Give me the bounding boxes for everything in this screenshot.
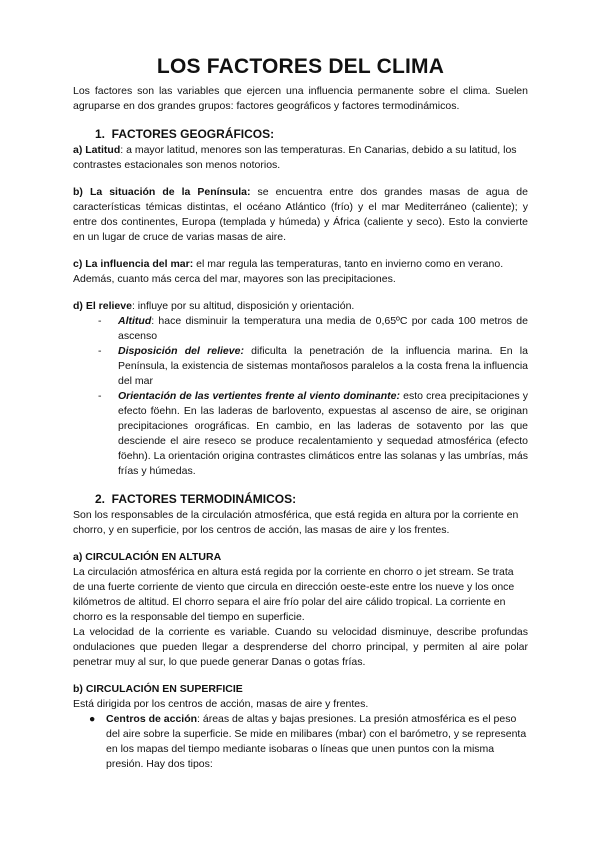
list-item-centros-accion [87, 712, 528, 772]
text-orientacion: esto crea precipitaciones y efecto föehn. En las laderas de barlovento, expuestas al ascenso de aire, se originan precipitaciones orográficas. En cambio, en las laderas de sotavento por las que desciende el aire reseco se produce recalentamiento y sequedad atmosférica (efecto föehn). La orientación origina contrastes climáticos entre las solanas y las umbrías, más frías y húmedas. [118, 390, 528, 477]
term-centros-accion: Centros de acción [106, 713, 198, 725]
bullet-dot: ● [89, 713, 96, 725]
text-centros-accion: : áreas de altas y bajas presiones. La presión atmosférica es el peso del aire sobre la superficie. Se mide en milibares (mbar) con el barómetro, y se representa en los mapas del tiempo mediante isobaras o líneas que unen puntos con la misma presión. Hay dos tipos: [106, 713, 527, 770]
paragraph-latitud [73, 143, 528, 173]
text-altitud: : hace disminuir la temperatura una media de 0,65ºC por cada 100 metros de ascenso [118, 315, 528, 342]
term-latitud: a) Latitud [73, 144, 121, 156]
dash-bullet: - [98, 390, 102, 402]
term-influencia-mar: c) La influencia del mar: [73, 258, 194, 270]
superficie-list [73, 712, 528, 772]
paragraph-influencia-mar [73, 257, 528, 287]
dash-bullet: - [98, 345, 102, 357]
text-disposicion: dificulta la penetración de la influencia marina. En la Península, la existencia de sistemas montañosos paralelos a la costa frena la influencia del mar [118, 345, 528, 387]
subheading-circulacion-superficie: b) CIRCULACIÓN EN SUPERFICIE [73, 683, 243, 695]
text-latitud: : a mayor latitud, menores son las temperaturas. En Canarias, debido a su latitud, los contrastes estacionales son menos notorios. [73, 144, 517, 171]
paragraph-relieve [73, 299, 528, 314]
text-relieve: : influye por su altitud, disposición y orientación. [131, 300, 355, 312]
term-altitud: Altitud [118, 315, 152, 327]
text-influencia-mar: el mar regula las temperaturas, tanto en invierno como en verano. Además, cuanto más cerca del mar, mayores son las precipitaciones. [73, 258, 504, 285]
term-relieve: d) El relieve [73, 300, 132, 312]
paragraph-termodinamicos-intro: Son los responsables de la circulación atmosférica, que está regida en altura por la corriente en chorro, y en superficie, por los centros de acción, las masas de aire y los frentes. [73, 509, 519, 536]
list-item-orientacion [98, 389, 528, 479]
list-item-altitud [98, 314, 528, 344]
intro-paragraph: Los factores son las variables que ejercen una influencia permanente sobre el clima. Suelen agruparse en dos grandes grupos: factores geográficos y factores termodinámicos. [73, 85, 528, 112]
paragraph-altura-2: La velocidad de la corriente es variable. Cuando su velocidad disminuye, describe profundas ondulaciones que pueden llegar a desprenderse del chorro principal, y permiten al aire polar penetrar muy al sur, lo que puede generar Danas o gotas frías. [73, 626, 528, 668]
paragraph-superficie-intro: Está dirigida por los centros de acción, masas de aire y frentes. [73, 698, 369, 710]
relieve-list [73, 314, 528, 479]
term-disposicion: Disposición del relieve: [118, 345, 244, 357]
section-heading-termodinamicos: 2. FACTORES TERMODINÁMICOS: [95, 492, 297, 506]
paragraph-altura-1: La circulación atmosférica en altura está regida por la corriente en chorro o jet stream. Se trata de una fuerte corriente de viento que circula en dirección oeste-este entre los nueve y los once kilómetros de altitud. El chorro separa el aire frío polar del aire cálido tropical. La corriente en chorro es la responsable del tiempo en superficie. [73, 566, 515, 623]
paragraph-situacion [73, 185, 528, 245]
page-title: LOS FACTORES DEL CLIMA [156, 55, 445, 78]
section-heading-geograficos: 1. FACTORES GEOGRÁFICOS: [95, 127, 275, 141]
dash-bullet: - [98, 315, 102, 327]
subheading-circulacion-altura: a) CIRCULACIÓN EN ALTURA [73, 551, 222, 563]
document-page [73, 54, 528, 772]
list-item-disposicion [98, 344, 528, 389]
text-situacion: se encuentra entre dos grandes masas de agua de características témicas distintas, el océano Atlántico (frío) y el mar Mediterráneo (caliente); y entre dos continentes, Europa (templada y húmeda) y África (caliente y seco). Esto la convierte en un lugar de cruce de varias masas de aire. [73, 186, 528, 243]
term-orientacion: Orientación de las vertientes frente al viento dominante: [118, 390, 400, 402]
term-situacion: b) La situación de la Península: [73, 186, 251, 198]
